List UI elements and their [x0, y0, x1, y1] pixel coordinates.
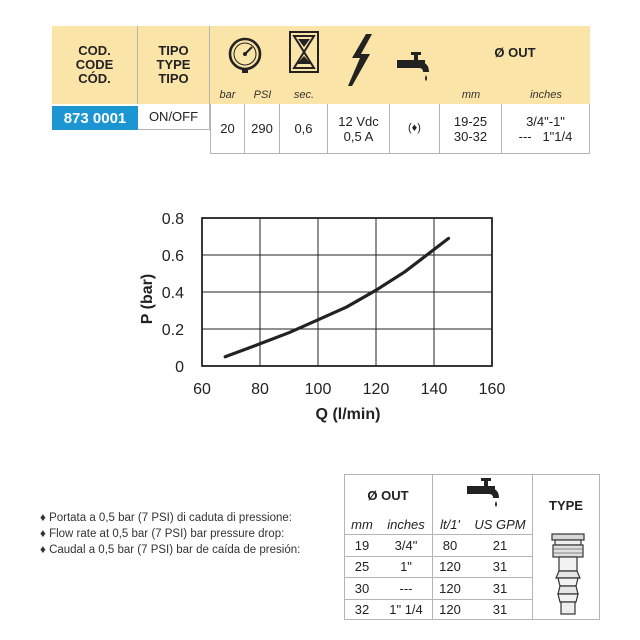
- flow-cell-inches: 3/4": [394, 537, 418, 553]
- header-type-es: TIPO: [158, 71, 189, 86]
- value-inches: [502, 104, 590, 154]
- chart-series-line: [225, 238, 448, 356]
- flow-cell-gpm: 31: [492, 580, 508, 596]
- value-inches-2: --- 1"1/4: [518, 128, 573, 144]
- header-flow: [390, 26, 441, 104]
- value-voltage: 12 Vdc: [338, 113, 379, 129]
- flow-cell-mm: 32: [354, 602, 370, 617]
- flow-cell-mm: 30: [354, 580, 370, 596]
- pressure-flow-chart: [0, 196, 640, 436]
- header-electric: [328, 26, 391, 104]
- unit-sec: sec.: [293, 89, 315, 101]
- flow-cell-lt: 120: [439, 559, 461, 574]
- note-en: ♦ Flow rate at 0,5 bar (7 PSI) bar pressure drop:: [40, 528, 285, 540]
- header-type: [138, 26, 210, 104]
- flow-unit-gpm: US GPM: [474, 516, 526, 532]
- note-es: ♦ Caudal a 0,5 bar (7 PSI) bar de caída de presión:: [40, 544, 301, 556]
- chart-y-tick-label: 0: [175, 359, 184, 376]
- header-code-es: CÓD.: [78, 71, 111, 86]
- flow-header-type: TYPE: [549, 497, 583, 513]
- header-type-it: TIPO: [158, 43, 189, 58]
- hourglass-icon: [288, 30, 320, 74]
- unit-inches: inches: [530, 89, 562, 101]
- value-mm-2: 30-32: [453, 128, 488, 144]
- value-bar: 20: [210, 104, 245, 154]
- value-inches-1: 3/4"-1": [526, 113, 565, 129]
- flow-cell-inches: 1": [400, 559, 412, 574]
- value-sec: 0,6: [280, 104, 328, 154]
- flow-unit-lt: lt/1': [440, 516, 460, 532]
- chart-y-label: P (bar): [139, 273, 156, 325]
- value-psi: 290: [245, 104, 280, 154]
- note-it: ♦ Portata a 0,5 bar (7 PSI) di caduta di pressione:: [40, 512, 292, 524]
- chart-y-tick-label: 0.2: [161, 322, 184, 339]
- value-current: 0,5 A: [343, 128, 374, 144]
- value-electric: [328, 104, 390, 154]
- flow-cell-gpm: 21: [492, 537, 508, 553]
- flow-unit-inches: inches: [387, 516, 425, 532]
- flow-cell-mm: 19: [354, 537, 370, 553]
- product-type: ON/OFF: [138, 104, 210, 130]
- flow-vline-2: [532, 474, 533, 620]
- chart-y-tick-label: 0.4: [161, 285, 184, 302]
- flow-unit-mm: mm: [351, 516, 373, 532]
- header-code: [52, 26, 138, 104]
- tap-icon: [464, 478, 506, 508]
- chart-x-tick-label: 120: [362, 381, 390, 398]
- flow-header-out: Ø OUT: [367, 487, 409, 503]
- fitting-icon: [548, 532, 588, 616]
- flow-cell-lt: 120: [439, 580, 461, 596]
- unit-psi: PSI: [253, 89, 272, 101]
- header-out-label: Ø OUT: [494, 45, 536, 60]
- flow-cell-inches: ---: [399, 580, 413, 596]
- flow-cell-lt: 120: [439, 602, 461, 617]
- chart-x-tick-label: 100: [304, 381, 332, 398]
- chart-x-label: Q (l/min): [315, 406, 381, 423]
- lightning-icon: [342, 34, 376, 88]
- header-code-en: CODE: [75, 57, 114, 72]
- header-code-it: COD.: [78, 43, 111, 58]
- chart-x-tick-label: 60: [193, 381, 211, 398]
- tap-icon: [397, 52, 433, 82]
- chart-x-tick-label: 80: [251, 381, 269, 398]
- chart-y-tick-label: 0.8: [161, 211, 184, 228]
- pressure-gauge-icon: [225, 34, 265, 74]
- flow-cell-gpm: 31: [492, 602, 508, 617]
- flow-cell-mm: 25: [354, 559, 370, 574]
- chart-x-tick-label: 140: [420, 381, 448, 398]
- chart-x-tick-label: 160: [478, 381, 506, 398]
- header-type-en: TYPE: [156, 57, 191, 72]
- flow-cell-gpm: 31: [492, 559, 508, 574]
- value-tap: (♦): [390, 104, 440, 154]
- value-mm: [440, 104, 502, 154]
- product-code: 873 0001: [52, 106, 138, 130]
- chart-ticks: [162, 211, 506, 398]
- unit-mm: mm: [461, 89, 481, 101]
- notes: [40, 510, 300, 558]
- flow-cell-inches: 1" 1/4: [389, 602, 423, 617]
- chart-y-tick-label: 0.6: [161, 248, 184, 265]
- unit-bar: bar: [219, 89, 236, 101]
- value-mm-1: 19-25: [453, 113, 488, 129]
- flow-cell-lt: 80: [442, 537, 458, 553]
